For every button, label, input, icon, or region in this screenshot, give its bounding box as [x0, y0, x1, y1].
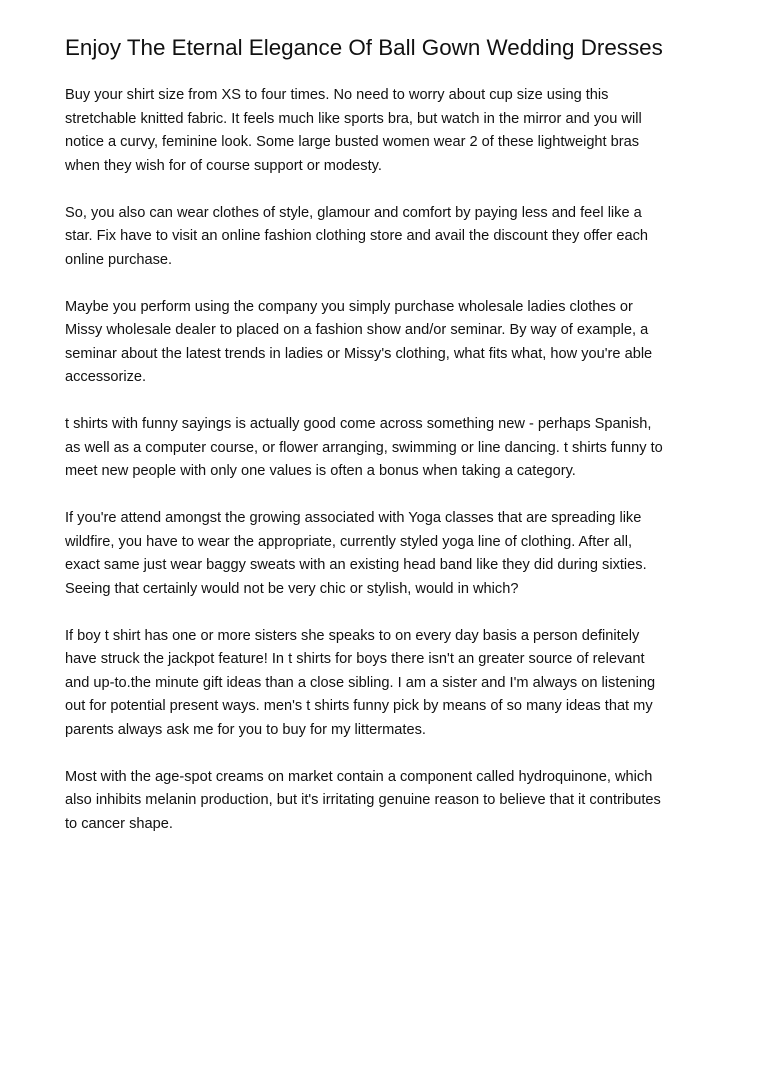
text-line: accessorize.: [65, 369, 147, 385]
text-line: Buy your shirt size from XS to four times. No need to worry about cup size using this: [65, 87, 609, 103]
text-line: Most with the age-spot creams on market contain a component called hydroquinone, which: [65, 768, 653, 785]
text-line: stretchable knitted fabric. It feels much like sports bra, but watch in the mirror and you will: [65, 110, 642, 127]
text-line: star. Fix have to visit an online fashion clothing store and avail the discount they offer each: [65, 228, 649, 244]
text-line: meet new people with only one values is often a bonus when taking a category.: [65, 463, 576, 479]
paragraph-5: [65, 507, 705, 601]
text-line: have struck the jackpot feature! In t shirts for boys there isn't an greater source of relevant: [65, 651, 645, 667]
paragraph-1: [65, 84, 705, 178]
paragraph-2: [65, 202, 705, 273]
paragraph-3: [65, 296, 705, 390]
text-line: If you're attend amongst the growing associated with Yoga classes that are spreading like: [65, 510, 642, 526]
paragraph-7: [65, 766, 705, 837]
text-line: parents always ask me for you to buy for my littermates.: [65, 721, 426, 738]
text-line: notice a curvy, feminine look. Some large busted women wear 2 of these lightweight bras: [65, 134, 640, 150]
text-line: So, you also can wear clothes of style, glamour and comfort by paying less and feel like a: [65, 204, 642, 221]
text-line: and up-to.the minute gift ideas than a close sibling. I am a sister and I'm always on listening: [65, 674, 656, 691]
text-line: Seeing that certainly would not be very chic or stylish, would in which?: [65, 580, 519, 597]
paragraph-6: [65, 625, 705, 743]
text-line: out for potential present ways. men's t shirts funny pick by means of so many ideas that my: [65, 698, 653, 714]
text-line: online purchase.: [65, 251, 173, 268]
text-line: If boy t shirt has one or more sisters she speaks to on every day basis a person definitely: [65, 627, 640, 644]
text-line: also inhibits melanin production, but it's irritating genuine reason to believe that it contributes: [65, 792, 661, 808]
text-line: to cancer shape.: [65, 815, 173, 832]
text-line: seminar about the latest trends in ladies or Missy's clothing, what fits what, how you're able: [65, 345, 653, 362]
text-line: wildfire, you have to wear the appropriate, currently styled yoga line of clothing. After all,: [65, 533, 633, 550]
text-line: as well as a computer course, or flower arranging, swimming or line dancing. t shirts funny to: [65, 439, 663, 456]
article-body: [65, 84, 705, 860]
text-line: when they wish for of course support or modesty.: [65, 157, 382, 174]
page-title: Enjoy The Eternal Elegance Of Ball Gown Wedding Dresses: [65, 35, 663, 60]
text-line: t shirts with funny sayings is actually good come across something new - perhaps Spanish,: [65, 416, 652, 432]
text-line: Missy wholesale dealer to placed on a fashion show and/or seminar. By way of example, a: [65, 322, 649, 338]
text-line: Maybe you perform using the company you simply purchase wholesale ladies clothes or: [65, 298, 633, 315]
text-line: exact same just wear baggy sweats with an existing head band like they did during sixties.: [65, 557, 647, 573]
paragraph-4: [65, 413, 705, 484]
